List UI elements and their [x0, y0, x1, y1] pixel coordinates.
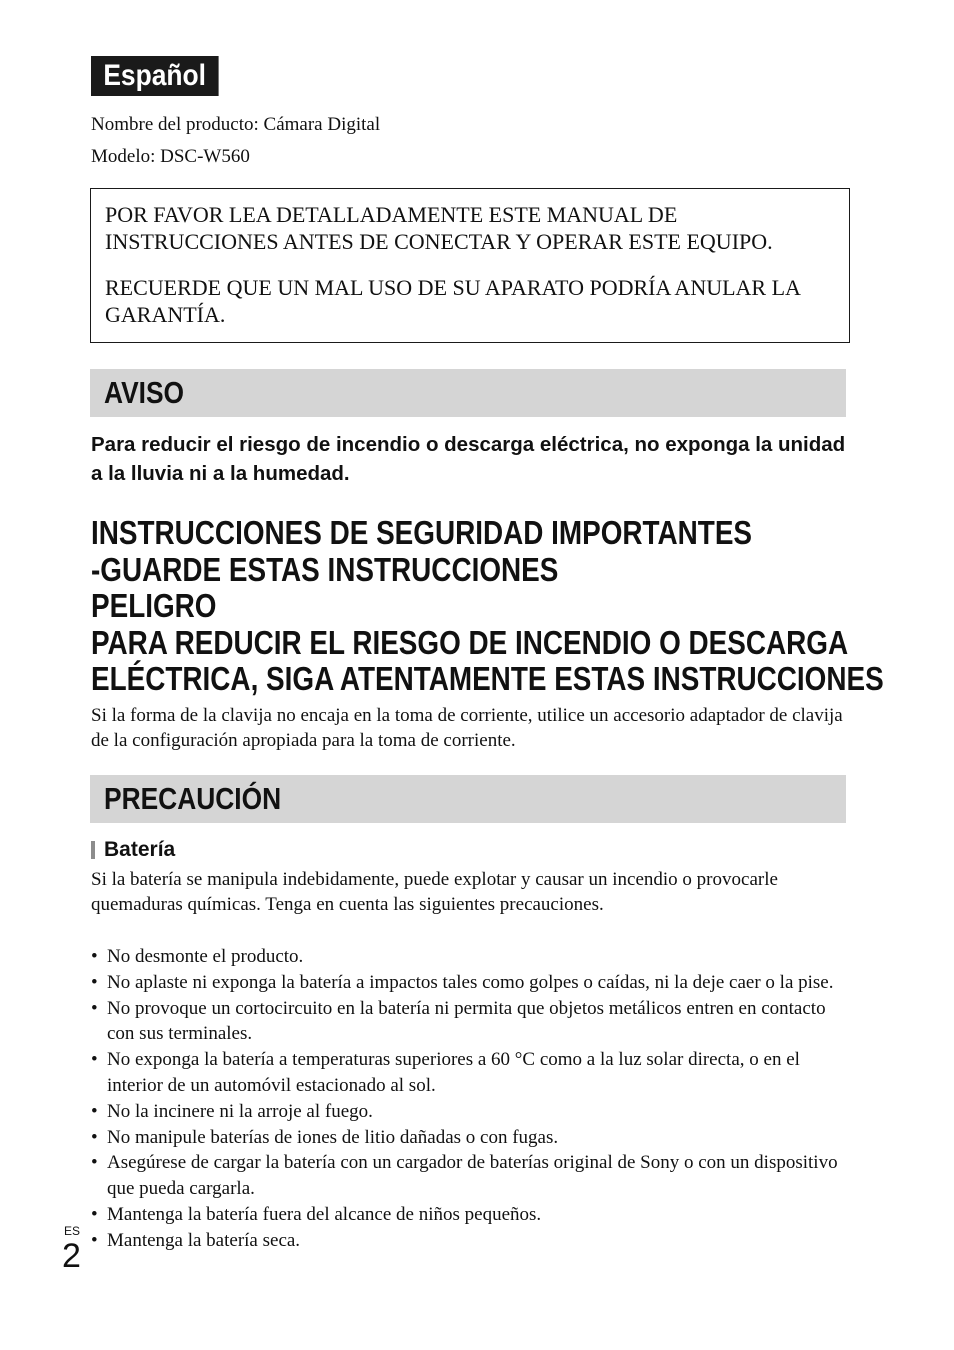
bullet-glyph: • — [91, 1229, 98, 1251]
list-item — [91, 1125, 851, 1151]
list-item-text: No exponga la batería a temperaturas superiores a 60 °C como a la luz solar directa, o en el interior de un automóvil estacionado al sol. — [107, 1049, 800, 1096]
list-item-text: No desmonte el producto. — [107, 946, 304, 967]
list-item — [91, 944, 851, 970]
warranty-notice-box — [90, 188, 850, 343]
safety-heading-line: ELÉCTRICA, SIGA ATENTAMENTE ESTAS INSTRUCCIONES — [91, 660, 884, 697]
list-item — [91, 970, 851, 996]
model-number: Modelo: DSC-W560 — [91, 146, 250, 167]
bullet-glyph: • — [91, 1203, 98, 1225]
list-item-text: No provoque un cortocircuito en la batería ni permita que objetos metálicos entren en contacto con sus terminales. — [107, 997, 826, 1045]
list-item — [91, 1228, 851, 1254]
plug-adapter-text: Si la forma de la clavija no encaja en la toma de corriente, utilice un accesorio adaptador de clavija de la configuración apropiada para la toma de corriente. — [91, 705, 843, 751]
battery-precautions-list — [91, 944, 851, 1254]
safety-heading-line: PARA REDUCIR EL RIESGO DE INCENDIO O DESCARGA — [91, 623, 849, 661]
notice-paragraph-1: POR FAVOR LEA DETALLADAMENTE ESTE MANUAL DE INSTRUCCIONES ANTES DE CONECTAR Y OPERAR ESTE EQUIPO. — [105, 202, 773, 254]
safety-heading-line: INSTRUCCIONES DE SEGURIDAD IMPORTANTES — [91, 514, 753, 551]
notice-paragraph-2: RECUERDE QUE UN MAL USO DE SU APARATO PODRÍA ANULAR LA GARANTÍA. — [105, 275, 800, 327]
page-number: 2 — [62, 1237, 81, 1275]
page-language-code: ES — [64, 1224, 81, 1238]
bullet-glyph: • — [91, 1049, 98, 1071]
bullet-glyph: • — [91, 971, 98, 993]
list-item-text: No la incinere ni la arroje al fuego. — [107, 1100, 373, 1122]
battery-subheading-label: Batería — [104, 838, 176, 861]
subheading-marker — [91, 841, 95, 859]
list-item-text: No manipule baterías de iones de litio dañadas o con fugas. — [107, 1126, 559, 1148]
section-title-precaucion: PRECAUCIÓN — [104, 781, 282, 816]
safety-heading-line: -GUARDE ESTAS INSTRUCCIONES — [91, 550, 559, 588]
aviso-warning-text: Para reducir el riesgo de incendio o descarga eléctrica, no exponga la unidad a la lluvia ni a la humedad. — [91, 433, 846, 485]
list-item — [91, 1099, 851, 1125]
section-title-aviso: AVISO — [104, 375, 185, 410]
list-item-text: Asegúrese de cargar la batería con un cargador de baterías original de Sony o con un dispositivo que pueda cargarla. — [107, 1152, 838, 1200]
list-item-text: Mantenga la batería fuera del alcance de niños pequeños. — [107, 1203, 542, 1225]
list-item-text: No aplaste ni exponga la batería a impactos tales como golpes o caídas, ni la deje caer o la pise. — [107, 971, 834, 993]
bullet-glyph: • — [91, 946, 98, 967]
bullet-glyph: • — [91, 997, 98, 1019]
bullet-glyph: • — [91, 1152, 98, 1174]
battery-intro-text: Si la batería se manipula indebidamente, puede explotar y causar un incendio o provocarle quemaduras químicas. Tenga en cuenta las siguientes precauciones. — [91, 869, 778, 915]
language-label: Español — [91, 56, 218, 96]
list-item — [91, 1047, 851, 1099]
list-item — [91, 996, 851, 1048]
list-item-text: Mantenga la batería seca. — [107, 1229, 301, 1251]
product-name: Nombre del producto: Cámara Digital — [91, 114, 381, 135]
list-item — [91, 1150, 851, 1202]
bullet-glyph: • — [91, 1100, 98, 1122]
safety-heading-line: PELIGRO — [91, 587, 217, 624]
section-header-precaucion — [90, 775, 846, 823]
battery-subheading — [91, 838, 175, 862]
list-item — [91, 1202, 851, 1228]
section-header-aviso — [90, 369, 846, 417]
bullet-glyph: • — [91, 1126, 98, 1148]
safety-instructions-heading — [91, 514, 884, 698]
